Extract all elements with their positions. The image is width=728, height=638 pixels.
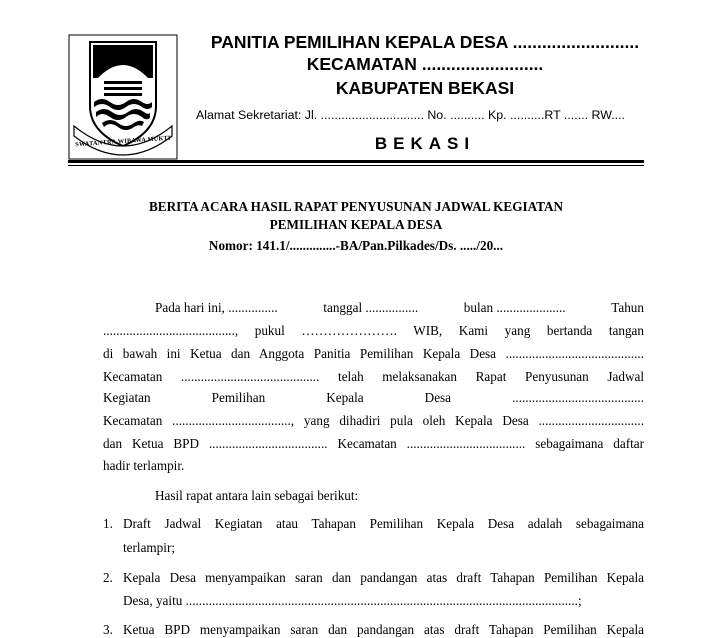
paragraph-1-line-4: Kecamatan .......................................... telah melaksanakan Rapat Penyusunan Jadwal	[103, 369, 644, 384]
month-field: bulan .....................	[463, 300, 566, 315]
paragraph-1-line-6: Kecamatan ...................................., yang dihadiri pula oleh Kepala Desa ................................	[103, 413, 644, 428]
paragraph-1-line-7: dan Ketua BPD .................................... Kecamatan .................................... sebagaimana daftar	[103, 436, 644, 451]
document-title-line-1: BERITA ACARA HASIL RAPAT PENYUSUNAN JADWAL KEGIATAN	[149, 199, 563, 214]
results-intro: Hasil rapat antara lain sebagai berikut:	[155, 488, 359, 503]
header-divider-thick	[68, 160, 644, 163]
list-item-1-line-1: Draft Jadwal Kegiatan atau Tahapan Pemilihan Kepala Desa adalah sebagaimana	[123, 516, 644, 531]
document-title-line-2: PEMILIHAN KEPALA DESA	[269, 217, 443, 232]
paragraph-1-line-3: di bawah ini Ketua dan Anggota Panitia Pemilihan Kepala Desa ..........................................	[103, 346, 644, 361]
list-item-3-line-1: Ketua BPD menyampaikan saran dan pandangan atas draft Tahapan Pemilihan Kepala	[123, 622, 644, 637]
regency-title: KABUPATEN BEKASI	[335, 78, 515, 98]
secretariat-address: Alamat Sekretariat: Jl. .............................. No. .......... Kp. ..........RT ....... RW....	[196, 108, 625, 122]
document-number: Nomor: 141.1/..............-BA/Pan.Pilkades/Ds. ...../20...	[208, 238, 504, 253]
date-field: tanggal ................	[323, 300, 419, 315]
paragraph-1-line-2: ........................................, pukul …………………. WIB, Kami yang bertanda tangan	[103, 323, 644, 338]
list-item-number: 3.	[103, 622, 113, 637]
header-divider-thin	[68, 165, 644, 166]
district-title: KECAMATAN .........................	[306, 54, 544, 74]
paragraph-1-line-5: Kegiatan Pemilihan Kepala Desa ........................................	[103, 390, 644, 405]
city-name: BEKASI	[374, 134, 476, 153]
list-item-number: 2.	[103, 570, 113, 585]
paragraph-1-line-8: hadir terlampir.	[103, 458, 185, 473]
year-label: Tahun	[611, 300, 644, 315]
list-item-2-line-1: Kepala Desa menyampaikan saran dan pandangan atas draft Tahapan Pemilihan Kepala	[123, 570, 644, 585]
logo-motto: SWATANTRA WIBAWA MUKTI	[75, 134, 171, 149]
day-field: Pada hari ini, ...............	[155, 300, 278, 315]
regency-logo	[68, 34, 178, 160]
list-item-number: 1.	[103, 516, 113, 531]
list-item-1-line-2: terlampir;	[123, 540, 175, 555]
paragraph-1-line-1	[155, 300, 644, 316]
committee-title: PANITIA PEMILIHAN KEPALA DESA ..........................	[210, 32, 640, 52]
list-item-2-line-2: Desa, yaitu .......................................................................................................................;	[123, 593, 582, 608]
